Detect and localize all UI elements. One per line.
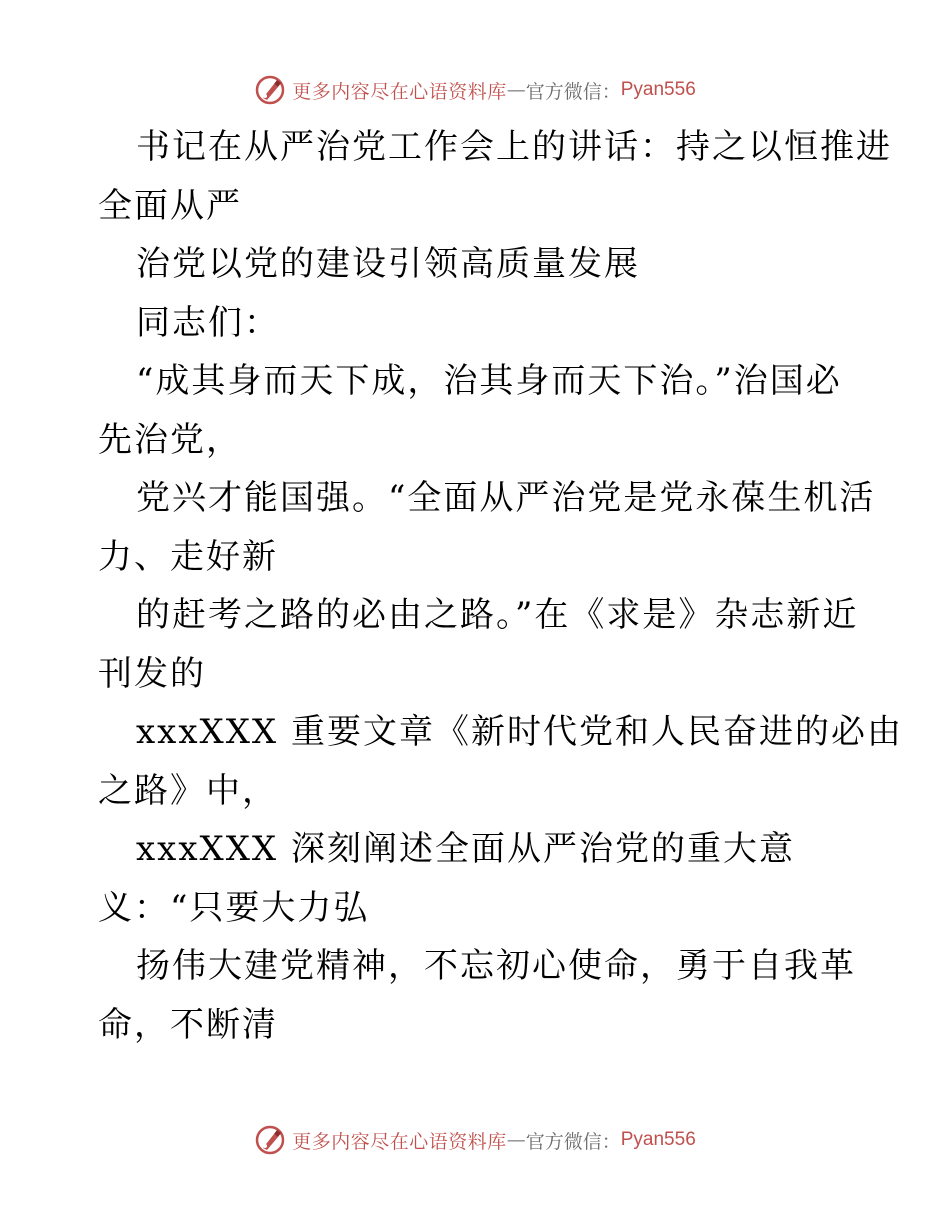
text-line: 党兴才能国强。“全面从严治党是党永葆生机活 [136,478,876,518]
header-banner [0,72,950,108]
footer-banner [0,1122,950,1158]
text-line: “成其身而天下成，治其身而天下治。”治国必 [136,361,842,401]
banner-wechat-id: Pyan556 [620,79,696,100]
banner-text: 更多内容尽在心语资料库 [292,1130,507,1153]
text-line: 刊发的 [98,653,206,694]
text-line: 之路》中， [98,770,278,811]
text-line: 先治党， [98,419,242,460]
text-line: 义：“只要大力弘 [98,887,370,928]
text-line: xxxXXX 深刻阐述全面从严治党的重大意 [136,829,795,869]
text-line: 力、走好新 [98,536,278,577]
text-line: 全面从严 [98,185,242,226]
text-line: xxxXXX 重要文章《新时代党和人民奋进的必由 [136,712,903,752]
pen-logo-icon [254,1124,286,1156]
text-line: 的赶考之路的必由之路。”在《求是》杂志新近 [136,595,859,635]
text-line: 治党以党的建设引领高质量发展 [136,244,640,284]
document-body [98,118,903,1054]
text-line: 命，不断清 [98,1004,278,1045]
banner-wechat-id: Pyan556 [620,1129,696,1150]
banner-separator: — [506,79,526,101]
pen-logo-icon [254,74,286,106]
text-line: 扬伟大建党精神，不忘初心使命，勇于自我革 [136,946,856,986]
banner-label: 官方微信： [525,80,621,103]
banner-text: 更多内容尽在心语资料库 [292,80,507,103]
text-line: 同志们： [136,302,280,343]
banner-separator: — [506,1129,526,1151]
text-line: 书记在从严治党工作会上的讲话：持之以恒推进 [136,127,892,167]
banner-label: 官方微信： [525,1130,621,1153]
